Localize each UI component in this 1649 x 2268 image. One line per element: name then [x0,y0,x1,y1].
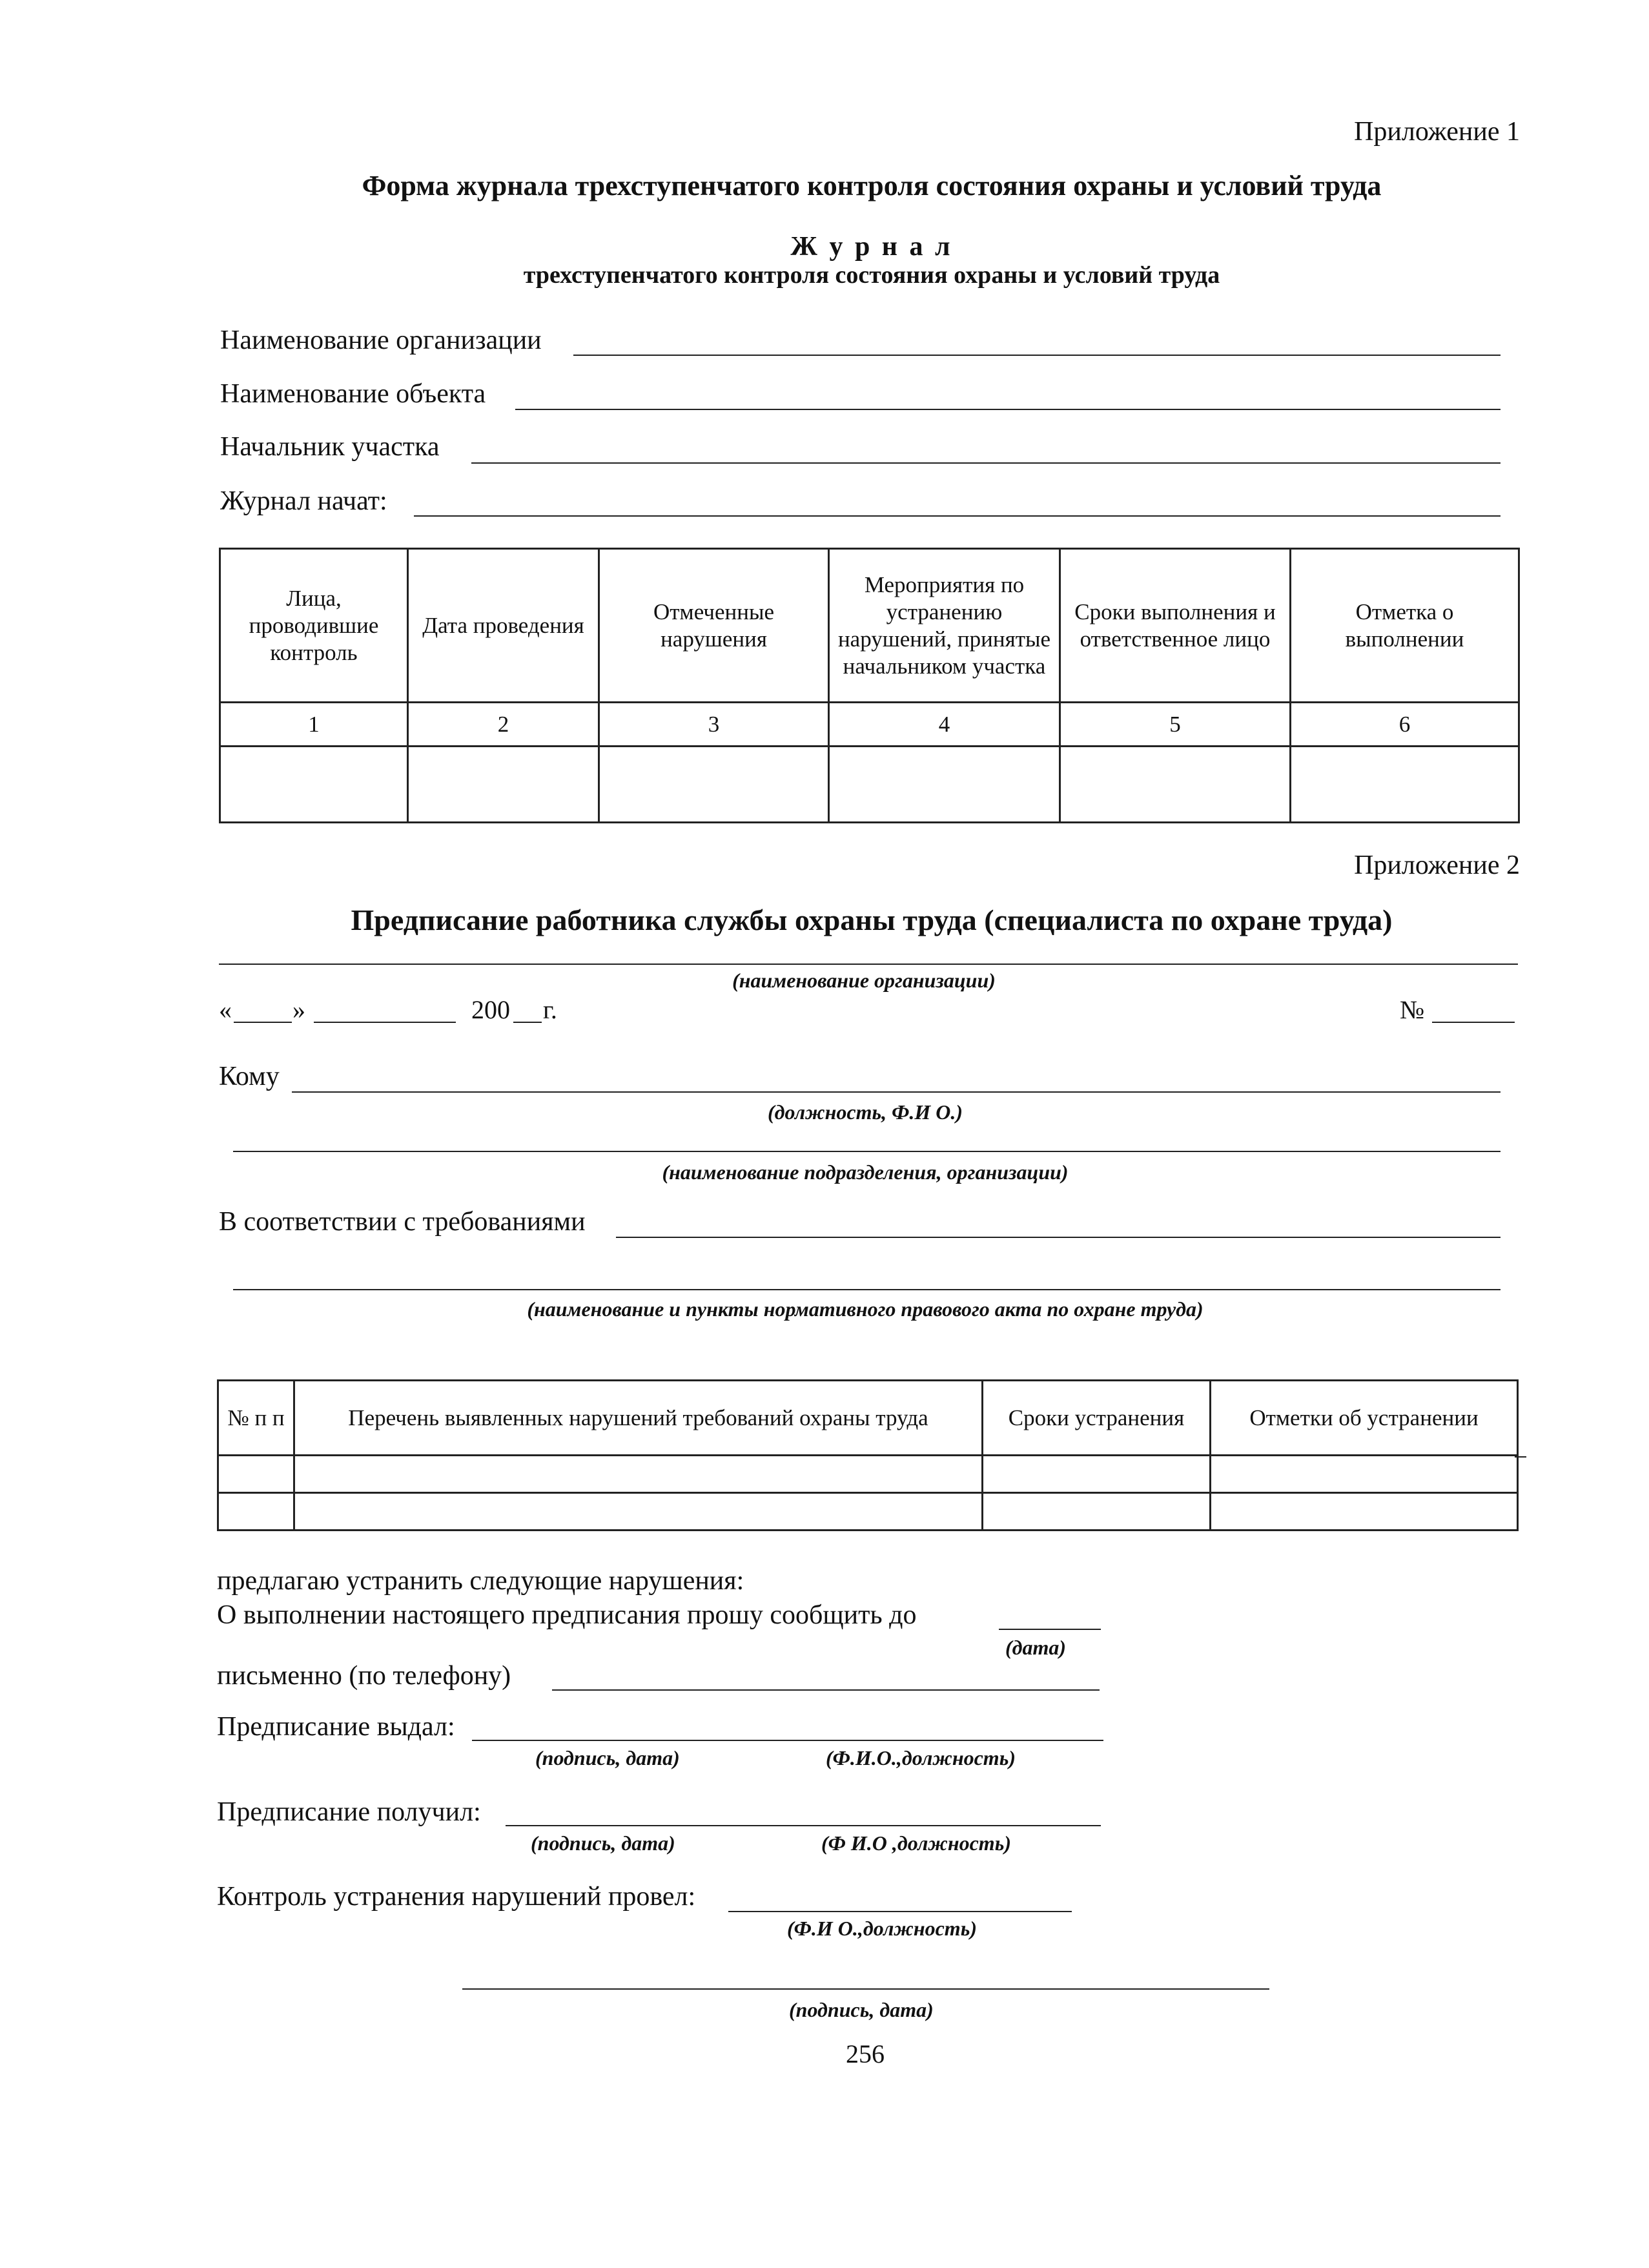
dept-caption: (наименование подразделения, организации) [662,1160,1069,1184]
table-row [218,1493,1518,1531]
day-line [234,1022,292,1023]
col-number: 2 [408,703,599,747]
final-caption: (подпись, дата) [789,1998,934,2021]
violations-table [217,1379,1519,1531]
table-row [218,1456,1518,1493]
received-sign-caption: (подпись, дата) [531,1831,675,1855]
table-cell [599,747,829,823]
table-cell [829,747,1060,823]
dept-line [233,1151,1500,1152]
col-header-deadlines: Сроки выполнения и ответственное лицо [1060,549,1291,703]
written-line [552,1689,1100,1691]
table-cell [294,1456,983,1493]
journal-table [219,548,1520,823]
journal-table-empty-row [220,747,1519,823]
violations-table-header-row [218,1381,1518,1456]
object-name-label: Наименование объекта [220,379,486,409]
form-title: Форма журнала трехступенчатого контроля состояния охраны и условий труда [362,170,1382,201]
table-cell [218,1493,294,1531]
col-header-fix-deadline: Сроки устранения [983,1381,1211,1456]
page-number: 256 [846,2039,885,2068]
number-sign: № [1400,995,1425,1024]
appendix-1-label: Приложение 1 [1354,117,1520,147]
appendix-2-label: Приложение 2 [1354,850,1520,880]
report-text: О выполнении настоящего предписания прошу сообщить до [217,1600,917,1630]
act-caption: (наименование и пункты нормативного правового акта по охране труда) [527,1297,1203,1321]
table-cell [1211,1493,1518,1531]
col-number: 3 [599,703,829,747]
date-open-quote: « [219,995,232,1024]
org-line [219,964,1518,965]
col-header-inspectors: Лица, проводившие контроль [220,549,408,703]
col-number: 5 [1060,703,1291,747]
table-cell [983,1456,1211,1493]
col-header-number: № п п [218,1381,294,1456]
col-header-violations-list: Перечень выявленных нарушений требований охраны труда [294,1381,983,1456]
date-close-quote: » [292,995,305,1024]
issued-line [472,1740,1103,1741]
offer-text: предлагаю устранить следующие нарушения: [217,1566,744,1596]
col-header-date: Дата проведения [408,549,599,703]
journal-table-header-row [220,549,1519,703]
col-header-fix-marks: Отметки об устранении [1211,1381,1518,1456]
control-label: Контроль устранения нарушений провел: [217,1882,696,1912]
control-line [728,1911,1072,1912]
requirements-label: В соответствии с требованиями [219,1207,586,1237]
month-line [314,1022,456,1023]
org-name-line [573,355,1500,356]
org-name-label: Наименование организации [220,325,542,355]
received-name-caption: (Ф И.О ,должность) [821,1831,1011,1855]
received-line [506,1825,1101,1826]
act-line [233,1289,1500,1290]
prescription-title: Предписание работника службы охраны труда (специалиста по охране труда) [351,903,1393,936]
to-line [292,1091,1500,1093]
year-line [513,1022,542,1023]
journal-table-number-row [220,703,1519,747]
table-cell [1060,747,1291,823]
chief-line [471,462,1500,464]
to-label: Кому [219,1062,280,1091]
requirements-line [616,1237,1500,1238]
table-cell [220,747,408,823]
object-name-line [515,409,1500,410]
col-header-completion: Отметка о выполнении [1291,549,1519,703]
col-number: 1 [220,703,408,747]
table-cell [218,1456,294,1493]
written-text: письменно (по телефону) [217,1661,511,1691]
table-extension-mark [1515,1456,1526,1458]
org-caption: (наименование организации) [732,969,996,992]
to-caption: (должность, Ф.И О.) [768,1100,963,1124]
table-cell [983,1493,1211,1531]
journal-started-line [414,515,1500,517]
chief-label: Начальник участка [220,432,440,462]
control-caption: (Ф.И О.,должность) [787,1917,977,1940]
col-number: 4 [829,703,1060,747]
final-signature-line [462,1988,1269,1990]
date-caption: (дата) [1005,1636,1067,1659]
issued-name-caption: (Ф.И.О.,должность) [826,1746,1016,1769]
received-label: Предписание получил: [217,1797,481,1827]
number-line [1432,1022,1515,1023]
journal-heading: Ж у р н а л [790,232,953,262]
journal-subheading: трехступенчатого контроля состояния охраны и условий труда [523,262,1220,289]
year-suffix: г. [543,995,557,1024]
col-header-measures: Мероприятия по устранению нарушений, принятые начальником участка [829,549,1060,703]
col-number: 6 [1291,703,1519,747]
table-cell [1211,1456,1518,1493]
col-header-violations: Отмеченные нарушения [599,549,829,703]
issued-sign-caption: (подпись, дата) [535,1746,680,1769]
table-cell [294,1493,983,1531]
table-cell [408,747,599,823]
table-cell [1291,747,1519,823]
issued-label: Предписание выдал: [217,1712,455,1742]
year-prefix: 200 [471,995,510,1024]
journal-started-label: Журнал начат: [220,486,387,516]
report-date-line [999,1629,1101,1630]
